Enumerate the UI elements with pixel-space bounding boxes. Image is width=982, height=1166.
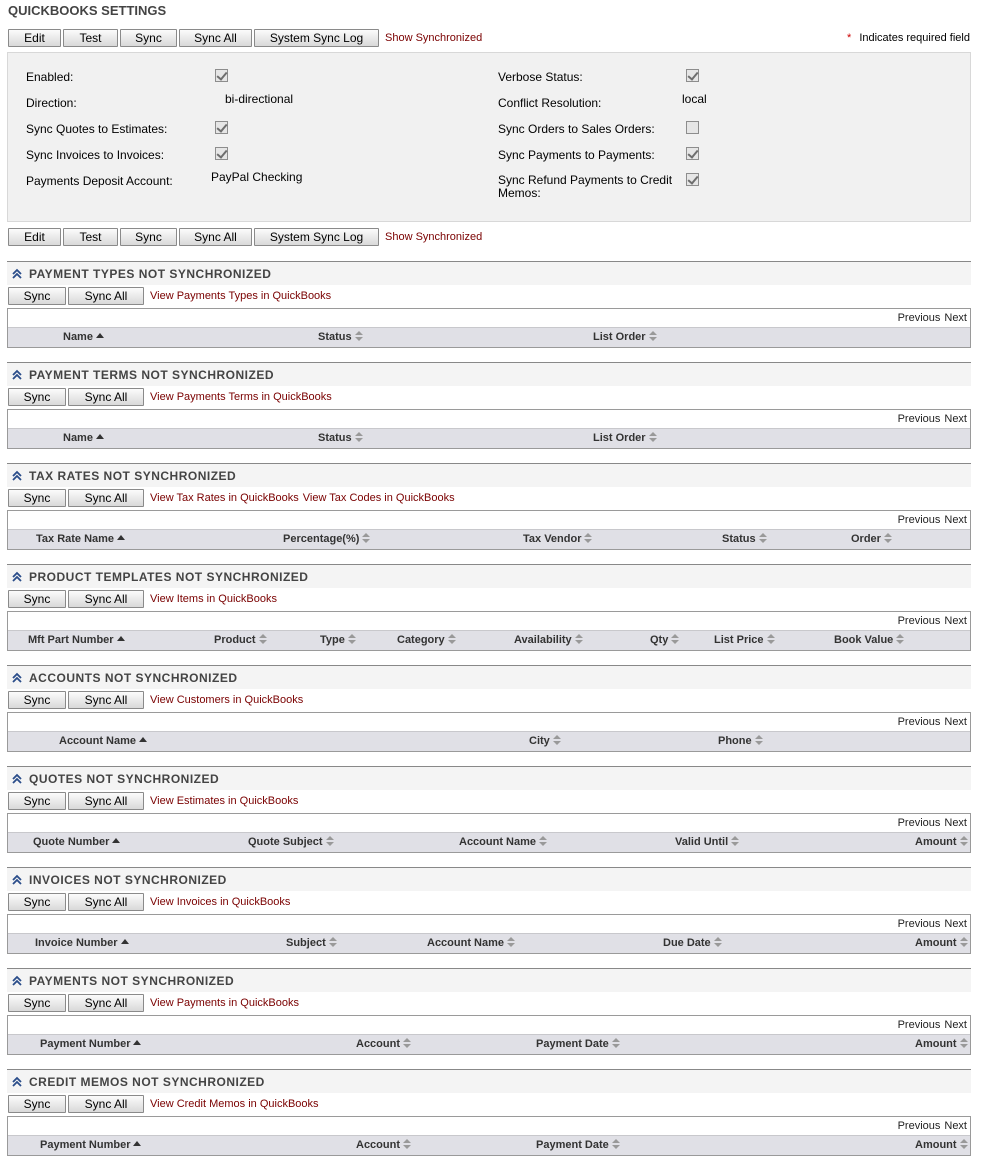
payment-types-section (7, 261, 971, 348)
sync-button[interactable]: Sync (120, 228, 177, 246)
payment-terms-section (7, 362, 971, 449)
invoices-sync-all-button[interactable]: Sync All (68, 893, 144, 911)
product-templates-section (7, 564, 971, 651)
pager (894, 716, 967, 728)
next-page-link[interactable]: Next (944, 413, 967, 425)
column-header-account-name[interactable] (427, 937, 515, 949)
column-header-label: List Order (593, 331, 646, 343)
sort-icon (362, 533, 370, 543)
sort-ascending-icon (121, 939, 129, 944)
product-templates-sync-all-button[interactable]: Sync All (68, 590, 144, 608)
collapse-icon[interactable] (12, 874, 22, 886)
sort-icon (355, 432, 363, 442)
sort-icon (612, 1038, 620, 1048)
required-star: * (847, 32, 852, 44)
sync-invoices-label: Sync Invoices to Invoices: (26, 148, 165, 162)
payment-terms-table (7, 409, 971, 449)
column-header-payment-date[interactable] (536, 1038, 620, 1050)
sort-icon (896, 634, 904, 644)
accounts-table (7, 712, 971, 752)
sort-icon (355, 331, 363, 341)
sort-ascending-icon (96, 434, 104, 439)
column-header-amount[interactable] (915, 1139, 968, 1151)
column-header-row (8, 529, 970, 549)
column-header-row (8, 731, 970, 751)
credit-memos-section (7, 1069, 971, 1156)
product-templates-sync-button[interactable]: Sync (8, 590, 66, 608)
column-header-label: Tax Vendor (523, 533, 582, 545)
sort-icon (767, 634, 775, 644)
column-header-label: Percentage(%) (283, 533, 360, 545)
column-header-status[interactable] (722, 533, 767, 545)
quotes-view-link-0[interactable]: View Estimates in QuickBooks (150, 795, 299, 807)
column-header-account-name[interactable] (459, 836, 547, 848)
bottom-toolbar (8, 228, 482, 246)
section-toolbar (7, 790, 971, 812)
collapse-icon[interactable] (12, 470, 22, 482)
payment-types-view-link-0[interactable]: View Payments Types in QuickBooks (150, 290, 332, 302)
section-header[interactable] (7, 968, 971, 992)
column-header-due-date[interactable] (663, 937, 722, 949)
invoices-view-link-0[interactable]: View Invoices in QuickBooks (150, 896, 291, 908)
sort-icon (329, 937, 337, 947)
previous-page-link[interactable]: Previous (897, 615, 941, 627)
column-header-row (8, 327, 970, 347)
previous-page-link[interactable]: Previous (897, 716, 941, 728)
column-header-city[interactable] (529, 735, 561, 747)
section-header[interactable] (7, 1069, 971, 1093)
previous-page-link[interactable]: Previous (897, 1019, 941, 1031)
sort-icon (755, 735, 763, 745)
tax-rates-table (7, 510, 971, 550)
sync-invoices-checkbox[interactable] (215, 147, 228, 160)
product-templates-table (7, 611, 971, 651)
credit-memos-sync-button[interactable]: Sync (8, 1095, 66, 1113)
top-toolbar (8, 29, 482, 47)
pager (894, 817, 967, 829)
sort-icon (259, 634, 267, 644)
section-toolbar (7, 689, 971, 711)
sync-orders-label: Sync Orders to Sales Orders: (498, 122, 655, 136)
sort-icon (326, 836, 334, 846)
column-header-row (8, 428, 970, 448)
product-templates-view-link-0[interactable]: View Items in QuickBooks (150, 593, 277, 605)
sort-ascending-icon (117, 535, 125, 540)
column-header-label: Valid Until (675, 836, 729, 848)
section-title: PAYMENTS NOT SYNCHRONIZED (29, 974, 235, 988)
sort-icon (448, 634, 456, 644)
payments-table (7, 1015, 971, 1055)
column-header-label: Payment Date (536, 1139, 609, 1151)
sort-icon (553, 735, 561, 745)
column-header-row (8, 630, 970, 650)
sync-payments-checkbox[interactable] (686, 147, 699, 160)
column-header-label: Amount (915, 1139, 957, 1151)
payment-terms-sync-button[interactable]: Sync (8, 388, 66, 406)
required-note-text: Indicates required field (859, 32, 970, 44)
invoices-table (7, 914, 971, 954)
column-header-account-name[interactable] (59, 735, 147, 747)
column-header-label: Name (63, 432, 93, 444)
sync-button[interactable]: Sync (120, 29, 177, 47)
quotes-sync-button[interactable]: Sync (8, 792, 66, 810)
conflict-resolution-value: local (682, 92, 707, 106)
collapse-icon[interactable] (12, 369, 22, 381)
column-header-label: Availability (514, 634, 572, 646)
column-header-status[interactable] (318, 432, 363, 444)
section-title: TAX RATES NOT SYNCHRONIZED (29, 469, 237, 483)
payment-terms-view-link-0[interactable]: View Payments Terms in QuickBooks (150, 391, 332, 403)
column-header-payment-number[interactable] (40, 1139, 141, 1151)
column-header-name[interactable] (63, 331, 104, 343)
sort-ascending-icon (112, 838, 120, 843)
column-header-order[interactable] (851, 533, 892, 545)
column-header-label: List Order (593, 432, 646, 444)
section-header[interactable] (7, 867, 971, 891)
sync-quotes-label: Sync Quotes to Estimates: (26, 122, 168, 136)
collapse-icon[interactable] (12, 268, 22, 280)
required-field-note (847, 32, 970, 44)
section-toolbar (7, 1093, 971, 1115)
sort-ascending-icon (139, 737, 147, 742)
sort-icon (960, 1038, 968, 1048)
column-header-payment-number[interactable] (40, 1038, 141, 1050)
previous-page-link[interactable]: Previous (897, 312, 941, 324)
column-header-quote-number[interactable] (33, 836, 120, 848)
column-header-availability[interactable] (514, 634, 583, 646)
column-header-label: Payment Number (40, 1038, 131, 1050)
column-header-category[interactable] (397, 634, 456, 646)
tax-rates-view-link-0[interactable]: View Tax Rates in QuickBooks (150, 492, 299, 504)
column-header-label: Type (320, 634, 345, 646)
pager (894, 514, 967, 526)
column-header-account[interactable] (356, 1139, 411, 1151)
column-header-label: Order (851, 533, 881, 545)
column-header-label: Mft Part Number (28, 634, 114, 646)
column-header-label: Account (356, 1038, 400, 1050)
column-header-label: List Price (714, 634, 764, 646)
enabled-label: Enabled: (26, 70, 74, 84)
next-page-link[interactable]: Next (944, 1019, 967, 1031)
section-header[interactable] (7, 564, 971, 588)
tax-rates-sync-all-button[interactable]: Sync All (68, 489, 144, 507)
sync-all-button[interactable]: Sync All (179, 228, 252, 246)
column-header-invoice-number[interactable] (35, 937, 129, 949)
column-header-list-price[interactable] (714, 634, 775, 646)
sort-icon (960, 937, 968, 947)
column-header-list-order[interactable] (593, 331, 657, 343)
column-header-label: Status (722, 533, 756, 545)
collapse-icon[interactable] (12, 773, 22, 785)
column-header-label: Subject (286, 937, 326, 949)
next-page-link[interactable]: Next (944, 514, 967, 526)
column-header-quote-subject[interactable] (248, 836, 334, 848)
column-header-row (8, 1135, 970, 1155)
direction-value: bi-directional (225, 92, 294, 106)
previous-page-link[interactable]: Previous (897, 817, 941, 829)
column-header-label: Account Name (427, 937, 505, 949)
accounts-sync-all-button[interactable]: Sync All (68, 691, 144, 709)
column-header-product[interactable] (214, 634, 267, 646)
column-header-book-value[interactable] (834, 634, 904, 646)
quotes-table (7, 813, 971, 853)
column-header-label: Quote Number (33, 836, 110, 848)
sort-icon (884, 533, 892, 543)
pager (894, 615, 967, 627)
sort-icon (759, 533, 767, 543)
column-header-tax-rate-name[interactable] (36, 533, 125, 545)
section-title: ACCOUNTS NOT SYNCHRONIZED (29, 671, 238, 685)
column-header-label: Invoice Number (35, 937, 118, 949)
next-page-link[interactable]: Next (944, 716, 967, 728)
column-header-type[interactable] (320, 634, 356, 646)
column-header-label: City (529, 735, 550, 747)
column-header-label: Tax Rate Name (36, 533, 115, 545)
sort-icon (403, 1038, 411, 1048)
tax-rates-section (7, 463, 971, 550)
sort-icon (348, 634, 356, 644)
sort-icon (714, 937, 722, 947)
payment-types-table (7, 308, 971, 348)
direction-label: Direction: (26, 96, 77, 110)
test-button[interactable]: Test (63, 228, 118, 246)
sync-refunds-label (498, 174, 672, 200)
column-header-amount[interactable] (915, 836, 968, 848)
column-header-label: Category (397, 634, 445, 646)
pager (894, 1120, 967, 1132)
payments-sync-all-button[interactable]: Sync All (68, 994, 144, 1012)
credit-memos-sync-all-button[interactable]: Sync All (68, 1095, 144, 1113)
payment-types-sync-all-button[interactable]: Sync All (68, 287, 144, 305)
credit-memos-view-link-0[interactable]: View Credit Memos in QuickBooks (150, 1098, 319, 1110)
accounts-view-link-0[interactable]: View Customers in QuickBooks (150, 694, 304, 706)
accounts-sync-button[interactable]: Sync (8, 691, 66, 709)
column-header-account[interactable] (356, 1038, 411, 1050)
section-toolbar (7, 992, 971, 1014)
invoices-sync-button[interactable]: Sync (8, 893, 66, 911)
column-header-qty[interactable] (650, 634, 679, 646)
invoices-section (7, 867, 971, 954)
column-header-label: Amount (915, 937, 957, 949)
sort-icon (649, 432, 657, 442)
sync-payments-label: Sync Payments to Payments: (498, 148, 655, 162)
payments-sync-button[interactable]: Sync (8, 994, 66, 1012)
sort-icon (575, 634, 583, 644)
next-page-link[interactable]: Next (944, 1120, 967, 1132)
column-header-row (8, 832, 970, 852)
sort-ascending-icon (133, 1141, 141, 1146)
column-header-label: Phone (718, 735, 752, 747)
next-page-link[interactable]: Next (944, 817, 967, 829)
sync-refunds-label-line2: Memos: (498, 186, 541, 200)
edit-button[interactable]: Edit (8, 228, 61, 246)
section-header[interactable] (7, 665, 971, 689)
column-header-label: Payment Number (40, 1139, 131, 1151)
column-header-label: Amount (915, 1038, 957, 1050)
section-toolbar (7, 386, 971, 408)
section-title: PAYMENT TERMS NOT SYNCHRONIZED (29, 368, 275, 382)
sync-quotes-checkbox[interactable] (215, 121, 228, 134)
previous-page-link[interactable]: Previous (897, 918, 941, 930)
column-header-subject[interactable] (286, 937, 337, 949)
payments-section (7, 968, 971, 1055)
pager (894, 918, 967, 930)
test-button[interactable]: Test (63, 29, 118, 47)
next-page-link[interactable]: Next (944, 918, 967, 930)
section-header[interactable] (7, 766, 971, 790)
section-toolbar (7, 891, 971, 913)
verbose-status-checkbox[interactable] (686, 69, 699, 82)
sort-icon (960, 1139, 968, 1149)
quotes-sync-all-button[interactable]: Sync All (68, 792, 144, 810)
sync-refunds-checkbox[interactable] (686, 173, 699, 186)
show-synchronized-link[interactable]: Show Synchronized (385, 32, 483, 44)
section-title: PRODUCT TEMPLATES NOT SYNCHRONIZED (29, 570, 309, 584)
payment-types-sync-button[interactable]: Sync (8, 287, 66, 305)
pager (894, 1019, 967, 1031)
payments-view-link-0[interactable]: View Payments in QuickBooks (150, 997, 299, 1009)
column-header-label: Name (63, 331, 93, 343)
verbose-status-label: Verbose Status: (498, 70, 583, 84)
column-header-label: Due Date (663, 937, 711, 949)
enabled-checkbox[interactable] (215, 69, 228, 82)
system-sync-log-button[interactable]: System Sync Log (254, 228, 379, 246)
collapse-icon[interactable] (12, 1076, 22, 1088)
sort-icon (612, 1139, 620, 1149)
column-header-valid-until[interactable] (675, 836, 739, 848)
collapse-icon[interactable] (12, 672, 22, 684)
column-header-label: Account (356, 1139, 400, 1151)
column-header-label: Account Name (59, 735, 137, 747)
section-title: INVOICES NOT SYNCHRONIZED (29, 873, 227, 887)
column-header-row (8, 1034, 970, 1054)
pager (894, 413, 967, 425)
sort-ascending-icon (96, 333, 104, 338)
section-toolbar (7, 487, 971, 509)
sort-icon (584, 533, 592, 543)
sync-refunds-label-line1: Sync Refund Payments to Credit (498, 173, 673, 187)
sort-icon (649, 331, 657, 341)
settings-panel (7, 52, 971, 222)
section-title: PAYMENT TYPES NOT SYNCHRONIZED (29, 267, 272, 281)
section-header[interactable] (7, 261, 971, 285)
sort-icon (671, 634, 679, 644)
sort-icon (960, 836, 968, 846)
section-header[interactable] (7, 362, 971, 386)
column-header-percentage[interactable] (283, 533, 370, 545)
column-header-amount[interactable] (915, 1038, 968, 1050)
conflict-resolution-label: Conflict Resolution: (498, 96, 602, 110)
column-header-label: Qty (650, 634, 669, 646)
column-header-mft-part-number[interactable] (28, 634, 125, 646)
collapse-icon[interactable] (12, 571, 22, 583)
section-toolbar (7, 285, 971, 307)
section-toolbar (7, 588, 971, 610)
column-header-label: Status (318, 432, 352, 444)
section-title: QUOTES NOT SYNCHRONIZED (29, 772, 220, 786)
accounts-section (7, 665, 971, 752)
payment-terms-sync-all-button[interactable]: Sync All (68, 388, 144, 406)
sort-icon (539, 836, 547, 846)
deposit-account-label: Payments Deposit Account: (26, 174, 173, 188)
column-header-label: Product (214, 634, 256, 646)
column-header-phone[interactable] (718, 735, 763, 747)
section-title: CREDIT MEMOS NOT SYNCHRONIZED (29, 1075, 265, 1089)
page-title: QUICKBOOKS SETTINGS (8, 3, 167, 18)
collapse-icon[interactable] (12, 975, 22, 987)
quotes-section (7, 766, 971, 853)
column-header-label: Status (318, 331, 352, 343)
sort-ascending-icon (133, 1040, 141, 1045)
sort-ascending-icon (117, 636, 125, 641)
sync-orders-checkbox[interactable] (686, 121, 699, 134)
column-header-tax-vendor[interactable] (523, 533, 592, 545)
column-header-label: Payment Date (536, 1038, 609, 1050)
column-header-payment-date[interactable] (536, 1139, 620, 1151)
column-header-row (8, 933, 970, 953)
sync-all-button[interactable]: Sync All (179, 29, 252, 47)
previous-page-link[interactable]: Previous (897, 1120, 941, 1132)
previous-page-link[interactable]: Previous (897, 514, 941, 526)
sort-icon (403, 1139, 411, 1149)
column-header-label: Account Name (459, 836, 537, 848)
column-header-amount[interactable] (915, 937, 968, 949)
edit-button[interactable]: Edit (8, 29, 61, 47)
column-header-label: Quote Subject (248, 836, 323, 848)
credit-memos-table (7, 1116, 971, 1156)
column-header-name[interactable] (63, 432, 104, 444)
pager (894, 312, 967, 324)
section-header[interactable] (7, 463, 971, 487)
column-header-status[interactable] (318, 331, 363, 343)
show-synchronized-link[interactable]: Show Synchronized (385, 231, 483, 243)
sort-icon (731, 836, 739, 846)
tax-rates-view-link-1[interactable]: View Tax Codes in QuickBooks (302, 492, 455, 504)
previous-page-link[interactable]: Previous (897, 413, 941, 425)
deposit-account-value: PayPal Checking (211, 170, 303, 184)
system-sync-log-button[interactable]: System Sync Log (254, 29, 379, 47)
column-header-label: Amount (915, 836, 957, 848)
tax-rates-sync-button[interactable]: Sync (8, 489, 66, 507)
next-page-link[interactable]: Next (944, 615, 967, 627)
column-header-list-order[interactable] (593, 432, 657, 444)
sort-icon (507, 937, 515, 947)
next-page-link[interactable]: Next (944, 312, 967, 324)
column-header-label: Book Value (834, 634, 894, 646)
